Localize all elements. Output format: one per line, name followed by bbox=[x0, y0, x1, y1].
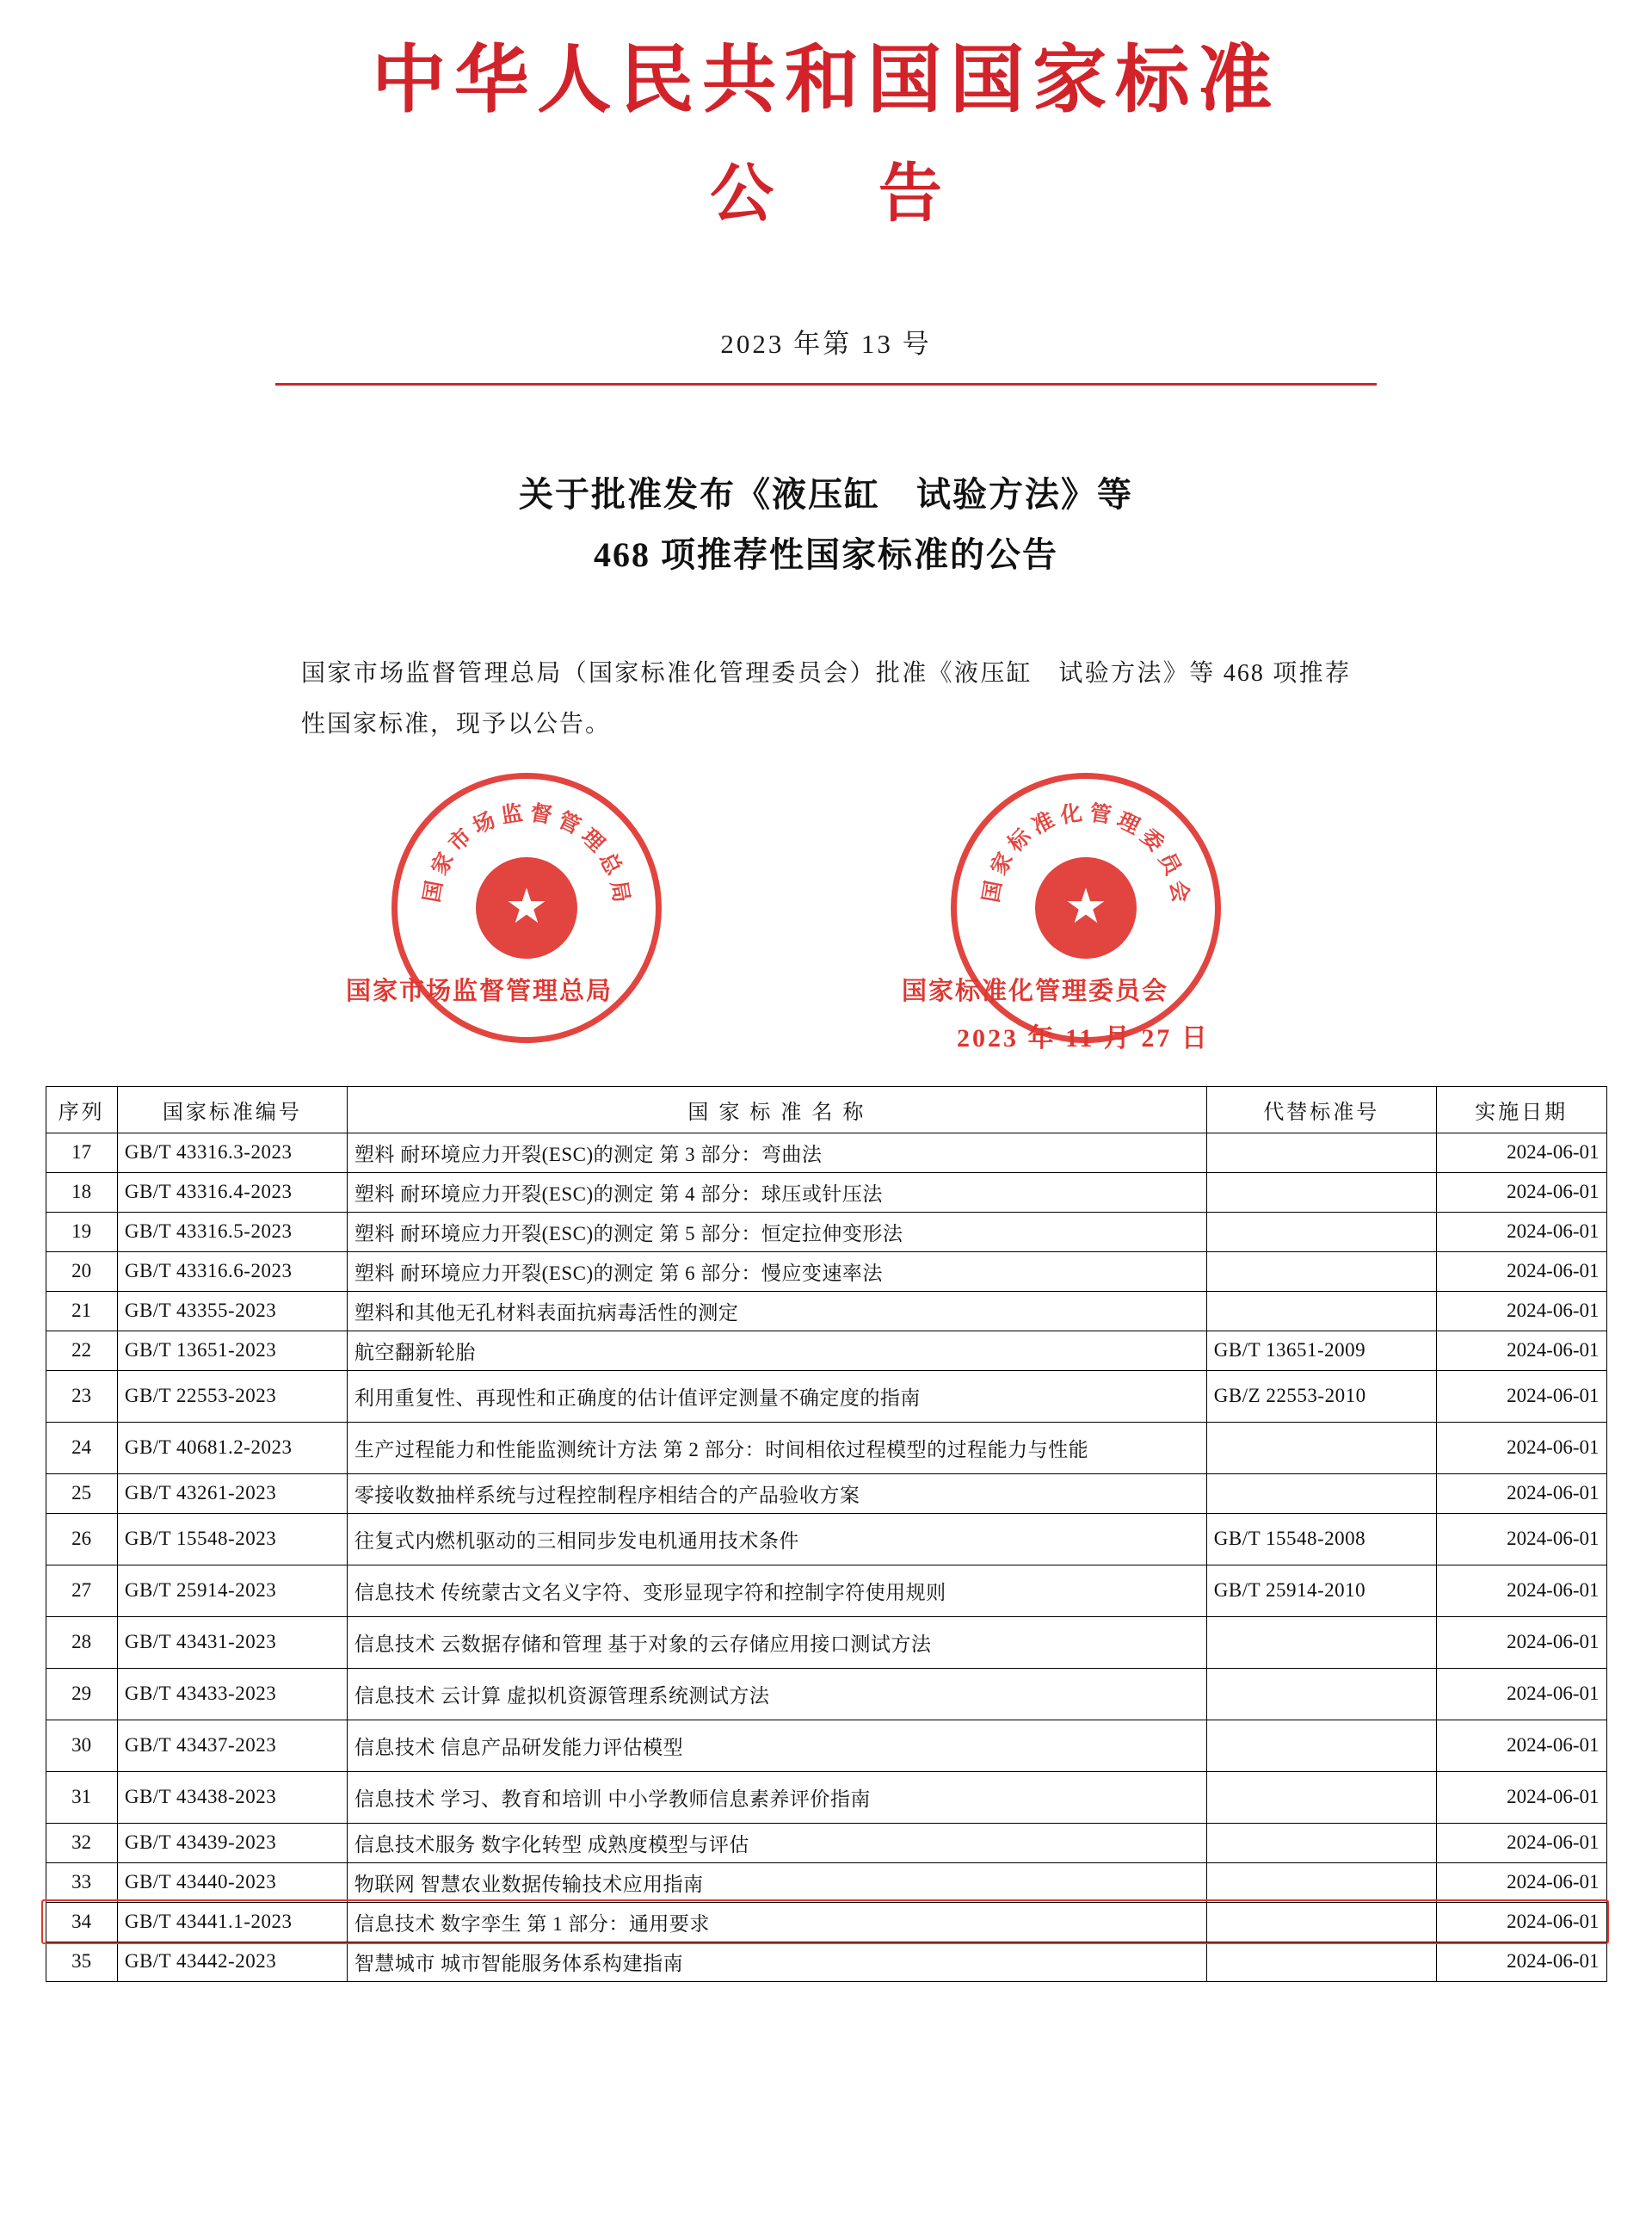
cell-effective-date: 2024-06-01 bbox=[1436, 1902, 1606, 1942]
cell-replaced-code bbox=[1206, 1212, 1436, 1251]
cell-standard-code: GB/T 13651-2023 bbox=[117, 1331, 347, 1370]
red-divider-rule bbox=[275, 383, 1377, 386]
cell-replaced-code bbox=[1206, 1862, 1436, 1902]
headline-line-1: 关于批准发布《液压缸 试验方法》等 bbox=[519, 474, 1133, 514]
cell-standard-code: GB/T 43431-2023 bbox=[117, 1616, 347, 1668]
cell-replaced-code bbox=[1206, 1823, 1436, 1862]
cell-standard-code: GB/T 43437-2023 bbox=[117, 1720, 347, 1771]
cell-effective-date: 2024-06-01 bbox=[1436, 1422, 1606, 1473]
table-row[interactable] bbox=[46, 1422, 1606, 1473]
cell-standard-code: GB/T 43316.3-2023 bbox=[117, 1133, 347, 1172]
cell-standard-code: GB/T 43316.4-2023 bbox=[117, 1172, 347, 1212]
cell-standard-name: 塑料和其他无孔材料表面抗病毒活性的测定 bbox=[347, 1291, 1206, 1331]
table-row[interactable] bbox=[46, 1212, 1606, 1251]
cell-index: 22 bbox=[46, 1331, 117, 1370]
cell-replaced-code: GB/T 13651-2009 bbox=[1206, 1331, 1436, 1370]
cell-replaced-code bbox=[1206, 1902, 1436, 1942]
cell-standard-code: GB/T 25914-2023 bbox=[117, 1565, 347, 1616]
cell-standard-name: 信息技术 学习、教育和培训 中小学教师信息素养评价指南 bbox=[347, 1771, 1206, 1823]
cell-index: 25 bbox=[46, 1473, 117, 1513]
cell-standard-code: GB/T 43261-2023 bbox=[117, 1473, 347, 1513]
cell-standard-name: 塑料 耐环境应力开裂(ESC)的测定 第 6 部分：慢应变速率法 bbox=[347, 1251, 1206, 1291]
cell-index: 31 bbox=[46, 1771, 117, 1823]
cell-effective-date: 2024-06-01 bbox=[1436, 1331, 1606, 1370]
cell-replaced-code bbox=[1206, 1291, 1436, 1331]
cell-standard-name: 生产过程能力和性能监测统计方法 第 2 部分：时间相依过程模型的过程能力与性能 bbox=[347, 1422, 1206, 1473]
announcement-body: 国家市场监督管理总局（国家标准化管理委员会）批准《液压缸 试验方法》等 468 项推荐性国家标准，现予以公告。 bbox=[301, 659, 1351, 738]
cell-standard-name: 塑料 耐环境应力开裂(ESC)的测定 第 5 部分：恒定拉伸变形法 bbox=[347, 1212, 1206, 1251]
cell-effective-date: 2024-06-01 bbox=[1436, 1720, 1606, 1771]
cell-standard-name: 信息技术 信息产品研发能力评估模型 bbox=[347, 1720, 1206, 1771]
cell-standard-name: 塑料 耐环境应力开裂(ESC)的测定 第 3 部分：弯曲法 bbox=[347, 1133, 1206, 1172]
announcement-title: 公 告 bbox=[710, 156, 983, 231]
seal-caption-right: 国家标准化管理委员会 bbox=[902, 977, 1169, 1005]
cell-index: 20 bbox=[46, 1251, 117, 1291]
cell-standard-code: GB/T 40681.2-2023 bbox=[117, 1422, 347, 1473]
cell-standard-code: GB/T 43316.6-2023 bbox=[117, 1251, 347, 1291]
table-header-row bbox=[46, 1086, 1606, 1133]
cell-index: 27 bbox=[46, 1565, 117, 1616]
national-emblem-icon bbox=[1035, 857, 1137, 959]
cell-effective-date: 2024-06-01 bbox=[1436, 1513, 1606, 1565]
table-row[interactable] bbox=[46, 1771, 1606, 1823]
column-header-effective-date: 实施日期 bbox=[1436, 1086, 1606, 1133]
table-header bbox=[46, 1086, 1606, 1133]
national-standard-title: 中华人民共和国国家标准 bbox=[372, 36, 1280, 123]
standards-table-container bbox=[46, 1086, 1607, 1982]
cell-replaced-code: GB/T 15548-2008 bbox=[1206, 1513, 1436, 1565]
cell-effective-date: 2024-06-01 bbox=[1436, 1370, 1606, 1422]
seal-caption-left: 国家市场监督管理总局 bbox=[346, 977, 613, 1005]
cell-standard-name: 塑料 耐环境应力开裂(ESC)的测定 第 4 部分：球压或针压法 bbox=[347, 1172, 1206, 1212]
column-header-standard-name: 国 家 标 准 名 称 bbox=[347, 1086, 1206, 1133]
standards-table bbox=[46, 1086, 1607, 1982]
cell-replaced-code bbox=[1206, 1133, 1436, 1172]
seal-date: 2023 年 11 月 27 日 bbox=[957, 1023, 1210, 1053]
cell-index: 19 bbox=[46, 1212, 117, 1251]
cell-standard-name: 物联网 智慧农业数据传输技术应用指南 bbox=[347, 1862, 1206, 1902]
table-row[interactable] bbox=[46, 1902, 1606, 1942]
seal-ring-text-left: 国 家 市 场 监 督 管 理 总 局 bbox=[418, 800, 635, 905]
table-row[interactable] bbox=[46, 1172, 1606, 1212]
cell-effective-date: 2024-06-01 bbox=[1436, 1172, 1606, 1212]
cell-effective-date: 2024-06-01 bbox=[1436, 1133, 1606, 1172]
cell-effective-date: 2024-06-01 bbox=[1436, 1565, 1606, 1616]
cell-replaced-code bbox=[1206, 1720, 1436, 1771]
cell-standard-code: GB/T 43442-2023 bbox=[117, 1942, 347, 1981]
table-row[interactable] bbox=[46, 1291, 1606, 1331]
cell-index: 21 bbox=[46, 1291, 117, 1331]
table-row[interactable] bbox=[46, 1720, 1606, 1771]
cell-standard-code: GB/T 43439-2023 bbox=[117, 1823, 347, 1862]
cell-effective-date: 2024-06-01 bbox=[1436, 1616, 1606, 1668]
table-row[interactable] bbox=[46, 1473, 1606, 1513]
cell-standard-name: 智慧城市 城市智能服务体系构建指南 bbox=[347, 1942, 1206, 1981]
cell-standard-name: 零接收数抽样系统与过程控制程序相结合的产品验收方案 bbox=[347, 1473, 1206, 1513]
headline-line-2: 468 项推荐性国家标准的公告 bbox=[594, 534, 1058, 574]
table-body bbox=[46, 1133, 1606, 1981]
cell-effective-date: 2024-06-01 bbox=[1436, 1212, 1606, 1251]
cell-standard-code: GB/T 22553-2023 bbox=[117, 1370, 347, 1422]
cell-index: 23 bbox=[46, 1370, 117, 1422]
cell-effective-date: 2024-06-01 bbox=[1436, 1771, 1606, 1823]
cell-standard-code: GB/T 15548-2023 bbox=[117, 1513, 347, 1565]
cell-replaced-code bbox=[1206, 1251, 1436, 1291]
table-row[interactable] bbox=[46, 1133, 1606, 1172]
issue-number: 2023 年第 13 号 bbox=[720, 328, 932, 359]
cell-standard-name: 航空翻新轮胎 bbox=[347, 1331, 1206, 1370]
cell-standard-code: GB/T 43438-2023 bbox=[117, 1771, 347, 1823]
cell-index: 28 bbox=[46, 1616, 117, 1668]
seal-area bbox=[0, 763, 1652, 1055]
cell-replaced-code bbox=[1206, 1668, 1436, 1720]
table-row[interactable] bbox=[46, 1370, 1606, 1422]
cell-standard-name: 信息技术 传统蒙古文名义字符、变形显现字符和控制字符使用规则 bbox=[347, 1565, 1206, 1616]
cell-replaced-code bbox=[1206, 1172, 1436, 1212]
cell-standard-name: 信息技术 云计算 虚拟机资源管理系统测试方法 bbox=[347, 1668, 1206, 1720]
cell-effective-date: 2024-06-01 bbox=[1436, 1942, 1606, 1981]
cell-effective-date: 2024-06-01 bbox=[1436, 1291, 1606, 1331]
cell-index: 35 bbox=[46, 1942, 117, 1981]
cell-index: 30 bbox=[46, 1720, 117, 1771]
cell-index: 34 bbox=[46, 1902, 117, 1942]
cell-standard-name: 信息技术 数字孪生 第 1 部分：通用要求 bbox=[347, 1902, 1206, 1942]
table-row[interactable] bbox=[46, 1823, 1606, 1862]
cell-replaced-code bbox=[1206, 1616, 1436, 1668]
cell-index: 18 bbox=[46, 1172, 117, 1212]
cell-standard-code: GB/T 43355-2023 bbox=[117, 1291, 347, 1331]
cell-index: 26 bbox=[46, 1513, 117, 1565]
cell-replaced-code bbox=[1206, 1422, 1436, 1473]
column-header-replaced-code: 代替标准号 bbox=[1206, 1086, 1436, 1133]
table-row[interactable] bbox=[46, 1251, 1606, 1291]
cell-standard-name: 信息技术 云数据存储和管理 基于对象的云存储应用接口测试方法 bbox=[347, 1616, 1206, 1668]
cell-effective-date: 2024-06-01 bbox=[1436, 1823, 1606, 1862]
cell-standard-code: GB/T 43441.1-2023 bbox=[117, 1902, 347, 1942]
column-header-standard-code: 国家标准编号 bbox=[117, 1086, 347, 1133]
cell-standard-name: 信息技术服务 数字化转型 成熟度模型与评估 bbox=[347, 1823, 1206, 1862]
table-row[interactable] bbox=[46, 1616, 1606, 1668]
cell-replaced-code bbox=[1206, 1942, 1436, 1981]
cell-standard-code: GB/T 43433-2023 bbox=[117, 1668, 347, 1720]
cell-replaced-code: GB/T 25914-2010 bbox=[1206, 1565, 1436, 1616]
cell-index: 29 bbox=[46, 1668, 117, 1720]
cell-standard-code: GB/T 43440-2023 bbox=[117, 1862, 347, 1902]
table-row[interactable] bbox=[46, 1513, 1606, 1565]
table-row[interactable] bbox=[46, 1668, 1606, 1720]
table-row[interactable] bbox=[46, 1565, 1606, 1616]
masthead bbox=[0, 0, 1652, 386]
cell-index: 24 bbox=[46, 1422, 117, 1473]
cell-index: 32 bbox=[46, 1823, 117, 1862]
cell-replaced-code: GB/Z 22553-2010 bbox=[1206, 1370, 1436, 1422]
cell-index: 17 bbox=[46, 1133, 117, 1172]
national-emblem-icon bbox=[476, 857, 577, 959]
cell-standard-code: GB/T 43316.5-2023 bbox=[117, 1212, 347, 1251]
table-row[interactable] bbox=[46, 1331, 1606, 1370]
table-row[interactable] bbox=[46, 1862, 1606, 1902]
cell-effective-date: 2024-06-01 bbox=[1436, 1251, 1606, 1291]
page-title bbox=[0, 465, 1652, 585]
cell-replaced-code bbox=[1206, 1473, 1436, 1513]
table-row[interactable] bbox=[46, 1942, 1606, 1981]
cell-index: 33 bbox=[46, 1862, 117, 1902]
cell-effective-date: 2024-06-01 bbox=[1436, 1668, 1606, 1720]
column-header-index: 序列 bbox=[46, 1086, 117, 1133]
cell-replaced-code bbox=[1206, 1771, 1436, 1823]
seal-ring-text-right: 国 家 标 准 化 管 理 委 员 会 bbox=[977, 800, 1194, 905]
cell-standard-name: 利用重复性、再现性和正确度的估计值评定测量不确定度的指南 bbox=[347, 1370, 1206, 1422]
cell-effective-date: 2024-06-01 bbox=[1436, 1473, 1606, 1513]
cell-standard-name: 往复式内燃机驱动的三相同步发电机通用技术条件 bbox=[347, 1513, 1206, 1565]
cell-effective-date: 2024-06-01 bbox=[1436, 1862, 1606, 1902]
